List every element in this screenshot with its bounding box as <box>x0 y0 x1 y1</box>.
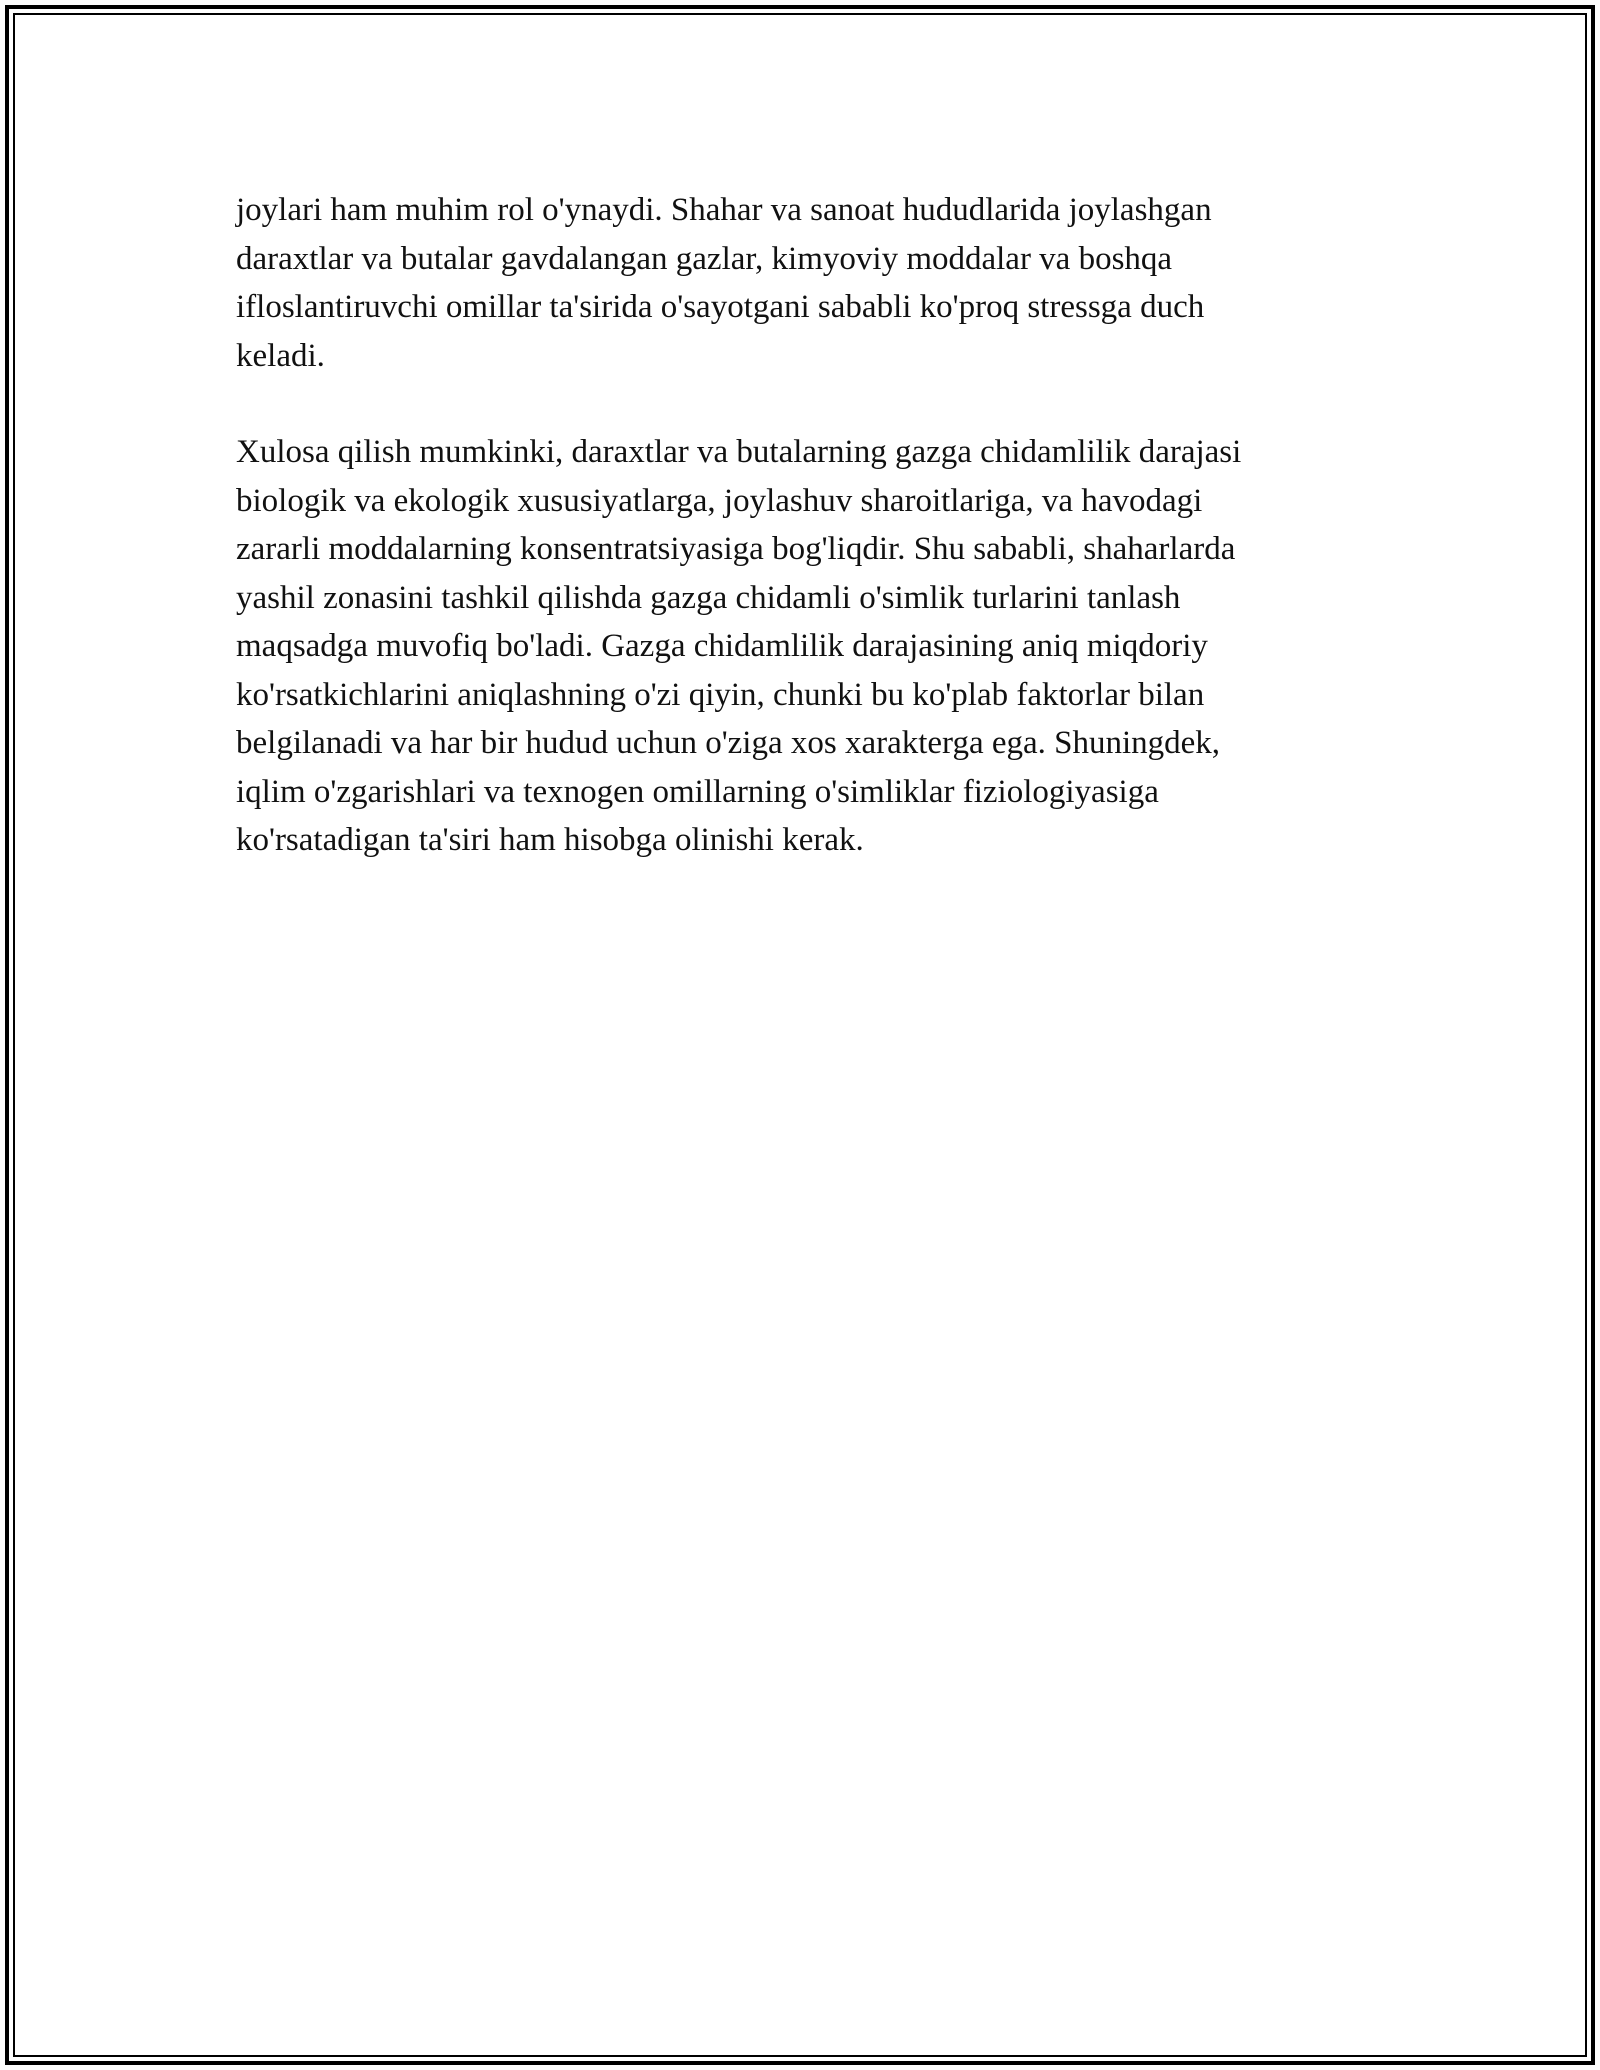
text-line: maqsadga muvofiq bo'ladi. Gazga chidamlilik darajasining aniq miqdoriy <box>236 628 1208 664</box>
text-line: daraxtlar va butalar gavdalangan gazlar, kimyoviy moddalar va boshqa <box>236 240 1173 277</box>
paragraph-1 <box>236 186 1376 380</box>
text-line: belgilanadi va har bir hudud uchun o'ziga xos xarakterga ega. Shuningdek, <box>236 725 1221 761</box>
text-line: ko'rsatkichlarini aniqlashning o'zi qiyin, chunki bu ko'plab faktorlar bilan <box>236 676 1205 713</box>
text-line: ko'rsatadigan ta'siri ham hisobga olinishi kerak. <box>236 822 864 858</box>
text-line: keladi. <box>236 337 325 374</box>
document-body <box>236 186 1376 913</box>
text-line: zararli moddalarning konsentratsiyasiga bog'liqdir. Shu sababli, shaharlarda <box>236 531 1236 567</box>
text-line: biologik va ekologik xususiyatlarga, joylashuv sharoitlariga, va havodagi <box>236 482 1203 519</box>
text-line: Xulosa qilish mumkinki, daraxtlar va butalarning gazga chidamlilik darajasi <box>236 434 1242 470</box>
paragraph-2 <box>236 428 1376 865</box>
text-line: joylari ham muhim rol o'ynaydi. Shahar va sanoat hududlarida joylashgan <box>236 192 1212 228</box>
text-line: iqlim o'zgarishlari va texnogen omillarning o'simliklar fiziologiyasiga <box>236 773 1159 810</box>
text-line: ifloslantiruvchi omillar ta'sirida o'sayotgani sababli ko'proq stressga duch <box>236 289 1205 325</box>
text-line: yashil zonasini tashkil qilishda gazga chidamli o'simlik turlarini tanlash <box>236 579 1181 616</box>
